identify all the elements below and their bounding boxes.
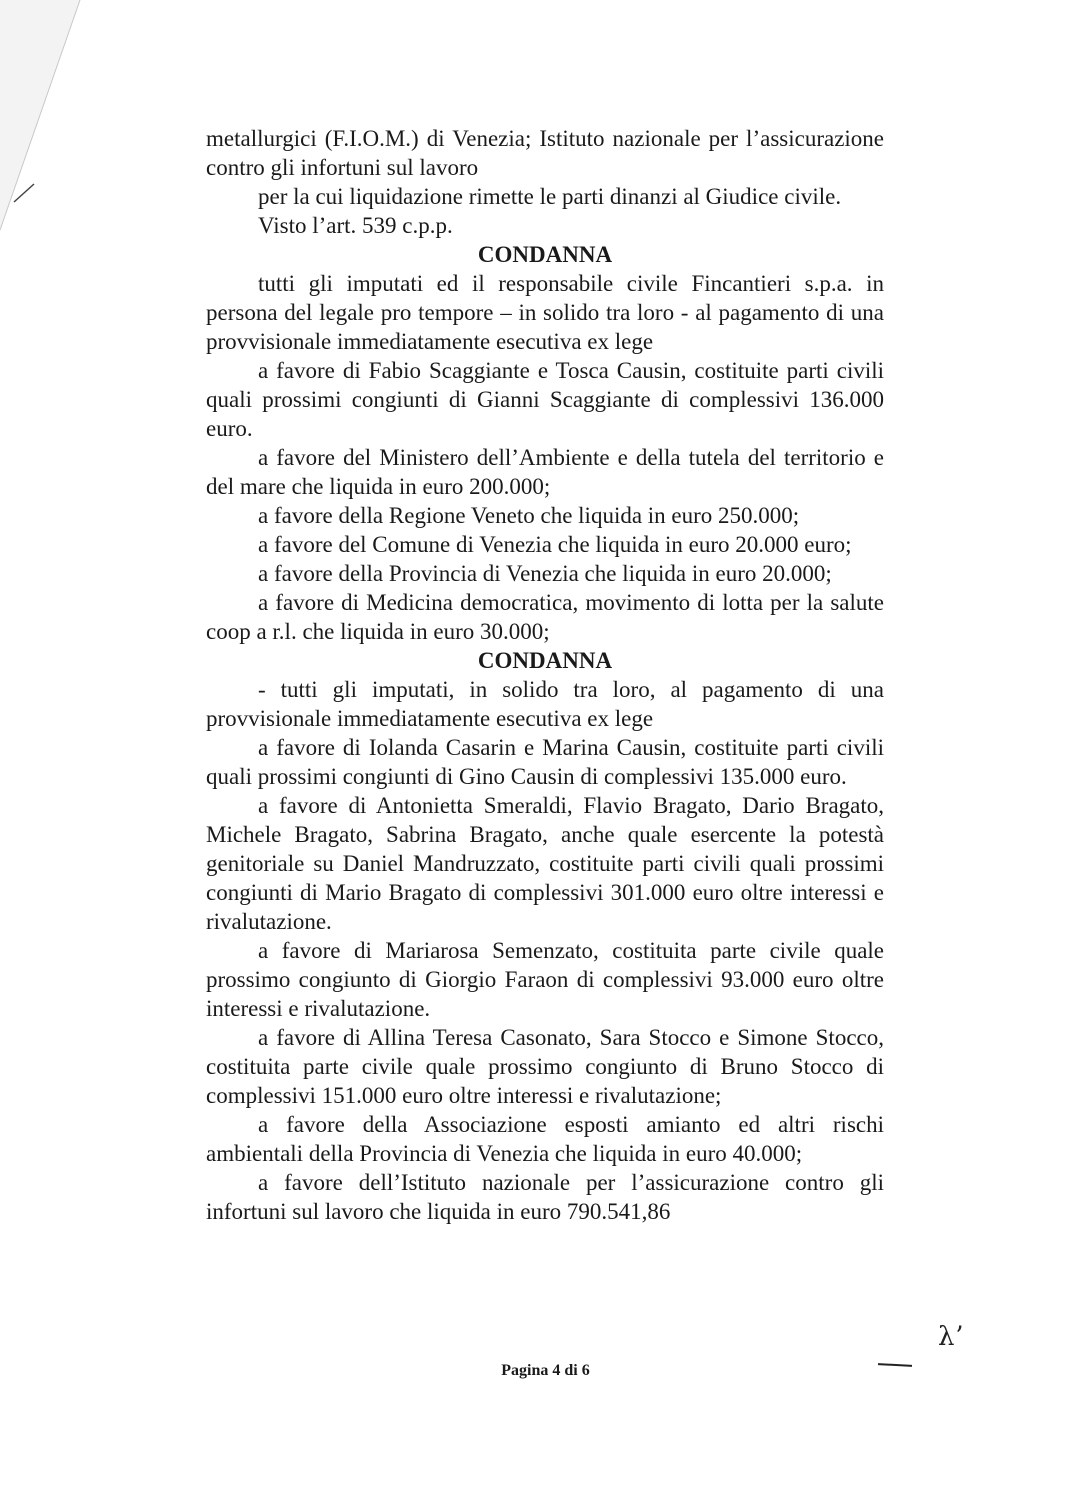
section-heading: CONDANNA [477,648,613,673]
paragraph: a favore del Comune di Venezia che liquida in euro 20.000 euro; [258,532,852,557]
paragraph: a favore del Ministero dell’Ambiente e della tutela del territorio e del mare che liquida in euro 200.000; [206,445,884,499]
paragraph: a favore della Associazione esposti amianto ed altri rischi ambientali della Provincia di Venezia che liquida in euro 40.000; [206,1112,884,1166]
paragraph: tutti gli imputati ed il responsabile civile Fincantieri s.p.a. in persona del legale pro tempore – in solido tra loro - al pagamento di una provvisionale immediatamente esecutiva ex lege [206,271,884,354]
page-number: Pagina 4 di 6 [501,1362,590,1379]
paragraph: a favore della Provincia di Venezia che liquida in euro 20.000; [258,561,832,586]
paragraph: a favore di Fabio Scaggiante e Tosca Causin, costituite parti civili quali prossimi congiunti di Gianni Scaggiante di complessivi 136.000 euro. [206,358,884,441]
section-heading: CONDANNA [477,242,613,267]
paragraph: a favore di Allina Teresa Casonato, Sara Stocco e Simone Stocco, costituita parte civile quale prossimo congiunto di Bruno Stocco di complessivi 151.000 euro oltre interessi e rivalutazione; [206,1025,884,1108]
paragraph: a favore di Iolanda Casarin e Marina Causin, costituite parti civili quali prossimi congiunti di Gino Causin di complessivi 135.000 euro. [206,735,884,789]
paragraph: a favore di Mariarosa Semenzato, costituita parte civile quale prossimo congiunto di Giorgio Faraon di complessivi 93.000 euro oltre interessi e rivalutazione. [206,938,884,1021]
paragraph: metallurgici (F.I.O.M.) di Venezia; Istituto nazionale per l’assicurazione contro gli infortuni sul lavoro [206,126,884,180]
paragraph: Visto l’art. 539 c.p.p. [258,213,453,238]
paragraph: per la cui liquidazione rimette le parti dinanzi al Giudice civile. [258,184,842,209]
scan-margin-mark [10,180,40,210]
paragraph: a favore di Antonietta Smeraldi, Flavio Bragato, Dario Bragato, Michele Bragato, Sabrina Bragato, anche quale esercente la potestà genitoriale su Daniel Mandruzzato, costituite parti civili quali prossimi congiunti di Mario Bragato di complessivi 301.000 euro oltre interessi e rivalutazione. [206,793,884,934]
paragraph: - tutti gli imputati, in solido tra loro, al pagamento di una provvisionale immediatamente esecutiva ex lege [206,677,884,731]
paragraph: a favore della Regione Veneto che liquida in euro 250.000; [258,503,800,528]
handwritten-initial: λʼ [938,1322,963,1352]
document-body [206,124,884,1226]
paragraph: a favore di Medicina democratica, movimento di lotta per la salute coop a r.l. che liquida in euro 30.000; [206,590,884,644]
paragraph: a favore dell’Istituto nazionale per l’assicurazione contro gli infortuni sul lavoro che liquida in euro 790.541,86 [206,1170,884,1224]
